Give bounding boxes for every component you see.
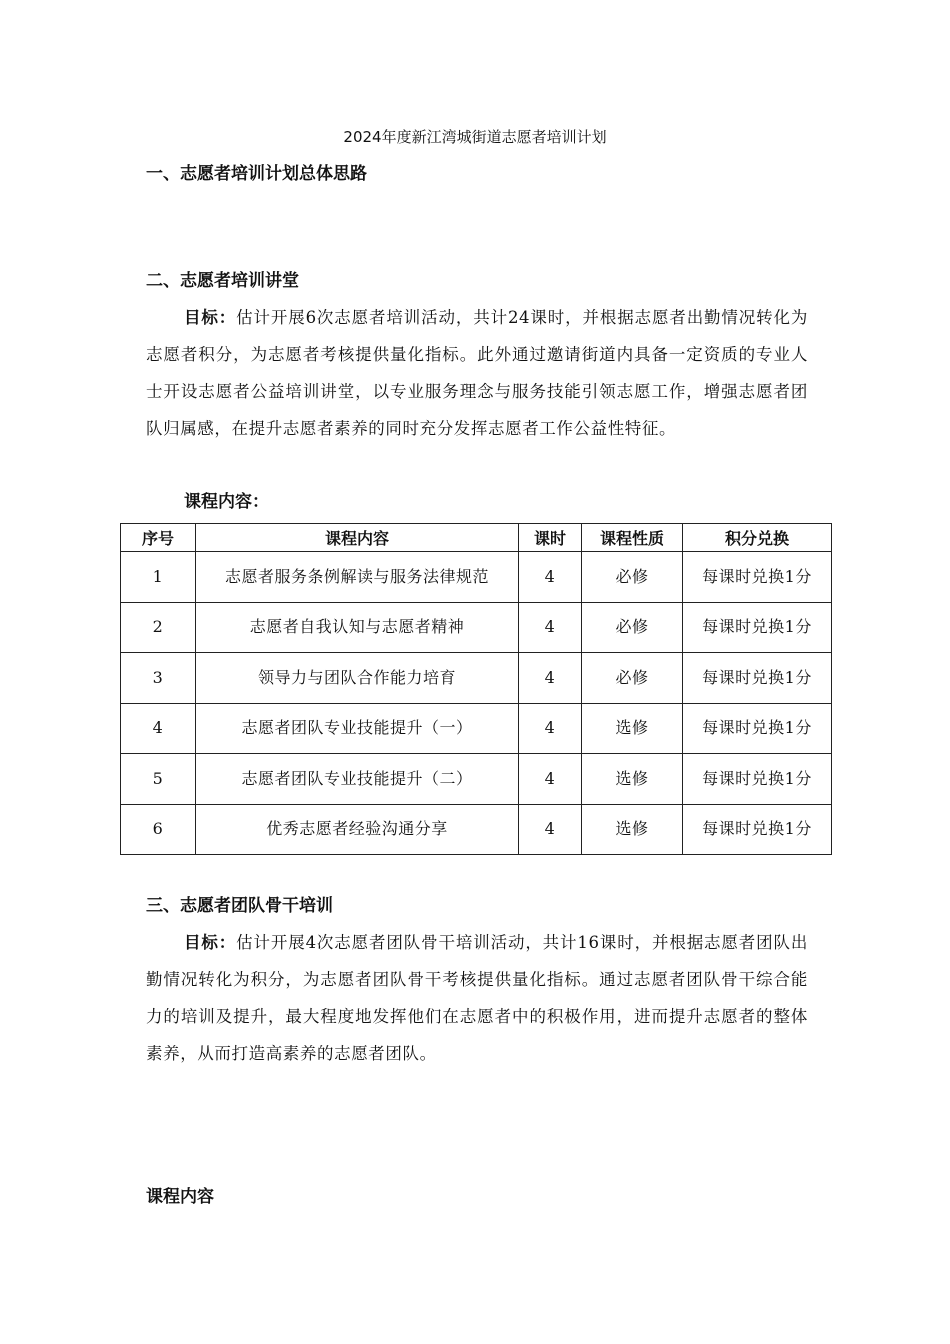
cell-course-content: 志愿者自我认知与志愿者精神 [196,602,519,653]
section2-heading: 二、志愿者培训讲堂 [146,271,299,291]
document-title: 2024年度新江湾城街道志愿者培训计划 [343,128,607,146]
section3-goal-text: 估计开展4次志愿者团队骨干培训活动，共计16课时，并根据志愿者团队出勤情况转化为积分，为志愿者团队骨干考核提供量化指标。通过志愿者团队骨干综合能力的培训及提升，最大程度地发挥他们在志愿者中的积极作用，进而提升志愿者的整体素养，从而打造高素养的志愿者团队。 [146,933,808,1063]
table-header-row [121,524,832,552]
cell-course-type: 必修 [582,653,683,704]
cell-course-type: 选修 [582,754,683,805]
cell-points-exchange: 每课时兑换1分 [683,602,832,653]
cell-course-content: 优秀志愿者经验沟通分享 [196,804,519,855]
section3-goal-paragraph [146,924,808,1072]
cell-hours: 4 [519,754,582,805]
header-course-type: 课程性质 [582,524,683,552]
cell-course-content: 领导力与团队合作能力培育 [196,653,519,704]
course-table [120,523,832,855]
section3-goal-label: 目标： [184,933,237,952]
header-hours: 课时 [519,524,582,552]
cell-course-type: 选修 [582,804,683,855]
table-row [121,804,832,855]
table-row [121,754,832,805]
cell-hours: 4 [519,602,582,653]
cell-index: 1 [121,552,196,603]
cell-points-exchange: 每课时兑换1分 [683,703,832,754]
cell-points-exchange: 每课时兑换1分 [683,754,832,805]
cell-index: 6 [121,804,196,855]
section2-goal-label: 目标： [184,308,237,327]
cell-index: 2 [121,602,196,653]
cell-points-exchange: 每课时兑换1分 [683,653,832,704]
section1-heading: 一、志愿者培训计划总体思路 [146,164,367,184]
table-row [121,653,832,704]
cell-points-exchange: 每课时兑换1分 [683,804,832,855]
section3-heading: 三、志愿者团队骨干培训 [146,896,333,916]
section2-course-label: 课程内容： [184,492,269,512]
cell-course-content: 志愿者团队专业技能提升（二） [196,754,519,805]
cell-course-content: 志愿者服务条例解读与服务法律规范 [196,552,519,603]
cell-course-type: 必修 [582,552,683,603]
header-course-content: 课程内容 [196,524,519,552]
section2-goal-text: 估计开展6次志愿者培训活动，共计24课时，并根据志愿者出勤情况转化为志愿者积分，为志愿者考核提供量化指标。此外通过邀请街道内具备一定资质的专业人士开设志愿者公益培训讲堂，以专业服务理念与服务技能引领志愿工作，增强志愿者团队归属感，在提升志愿者素养的同时充分发挥志愿者工作公益性特征。 [146,308,808,438]
cell-hours: 4 [519,653,582,704]
cell-index: 5 [121,754,196,805]
table-row [121,703,832,754]
section2-goal-paragraph [146,299,808,447]
cell-index: 3 [121,653,196,704]
cell-course-content: 志愿者团队专业技能提升（一） [196,703,519,754]
cell-points-exchange: 每课时兑换1分 [683,552,832,603]
table-row [121,552,832,603]
cell-hours: 4 [519,552,582,603]
cell-course-type: 选修 [582,703,683,754]
header-index: 序号 [121,524,196,552]
cell-hours: 4 [519,703,582,754]
section3-course-label: 课程内容 [146,1187,214,1207]
cell-course-type: 必修 [582,602,683,653]
header-points-exchange: 积分兑换 [683,524,832,552]
cell-hours: 4 [519,804,582,855]
cell-index: 4 [121,703,196,754]
table-row [121,602,832,653]
